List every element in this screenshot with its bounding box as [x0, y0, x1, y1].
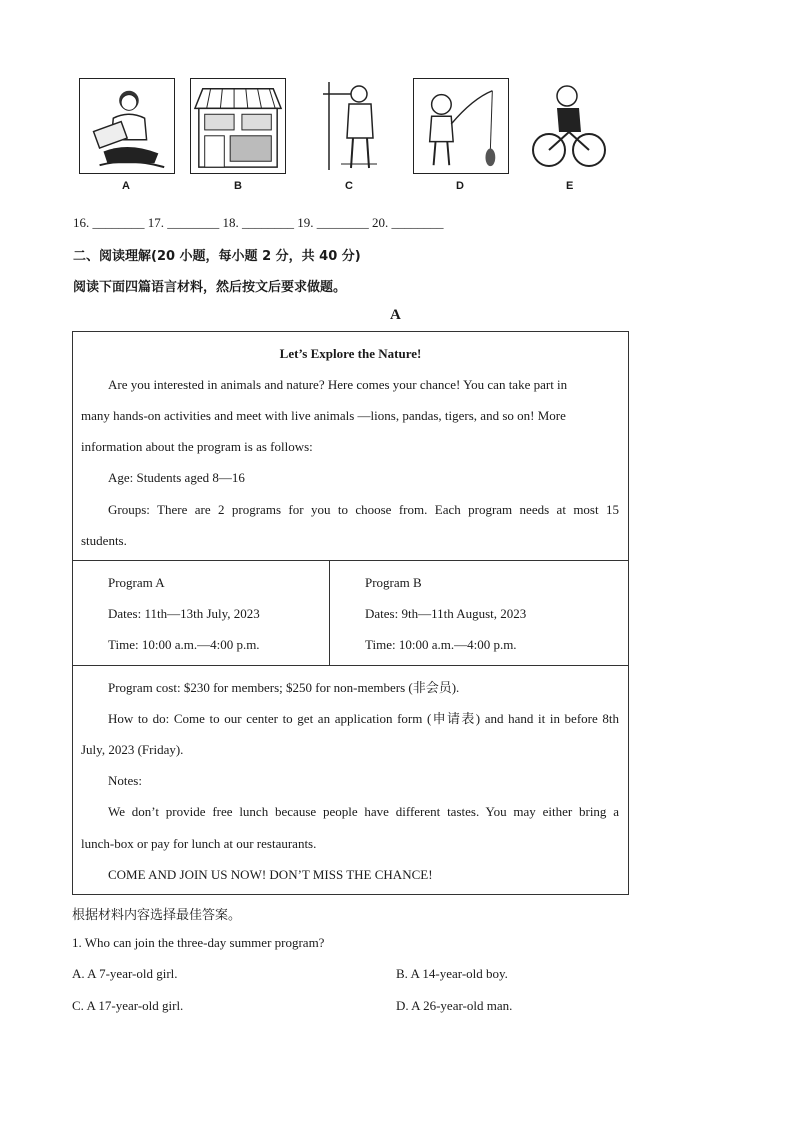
picture-c-label: C [345, 180, 353, 192]
question-instruction: 根据材料内容选择最佳答案。 [72, 908, 242, 923]
notice-intro-1: Are you interested in animals and nature? Here comes your chance! You can take part in [108, 377, 568, 392]
notice-age: Age: Students aged 8—16 [108, 470, 245, 485]
picture-c [301, 78, 397, 174]
answer-blanks: 16. ________ 17. ________ 18. ________ 19. ________ 20. ________ [73, 215, 444, 230]
divider-column [329, 560, 330, 665]
option-d[interactable]: D. A 26-year-old man. [396, 998, 513, 1013]
notice-intro-3: information about the program is as follows: [81, 439, 313, 454]
divider-top [72, 560, 629, 561]
passage-label: A [390, 307, 401, 323]
picture-e-label: E [566, 180, 574, 192]
option-c[interactable]: C. A 17-year-old girl. [72, 998, 184, 1013]
boy-fishing-icon [414, 79, 508, 173]
notice-groups-2: students. [81, 533, 127, 548]
option-b[interactable]: B. A 14-year-old boy. [396, 966, 508, 981]
picture-d-label: D [456, 180, 464, 192]
picture-b [190, 78, 286, 174]
notice-notes-2: lunch-box or pay for lunch at our restaurants. [81, 836, 317, 851]
notice-notes-label: Notes: [108, 773, 142, 788]
picture-a-label: A [122, 180, 130, 192]
picture-b-label: B [234, 180, 242, 192]
divider-bottom [72, 665, 629, 666]
program-b-name: Program B [365, 575, 422, 590]
notice-cost: Program cost: $230 for members; $250 for non-members (非会员). [108, 680, 460, 695]
section-heading: 二、阅读理解(20 小题，每小题 2 分，共 40 分) [73, 249, 361, 264]
picture-e [523, 78, 619, 174]
option-a[interactable]: A. A 7-year-old girl. [72, 966, 178, 981]
question-stem: 1. Who can join the three-day summer program? [72, 935, 325, 950]
program-a-time: Time: 10:00 a.m.—4:00 p.m. [108, 637, 260, 652]
notice-notes-1: We don’t provide free lunch because people have different tastes. You may either bring a [108, 804, 619, 819]
program-a-name: Program A [108, 575, 165, 590]
picture-d [413, 78, 509, 174]
program-a-dates: Dates: 11th—13th July, 2023 [108, 606, 260, 621]
shop-building-icon [191, 79, 285, 173]
notice-closing: COME AND JOIN US NOW! DON’T MISS THE CHANCE! [108, 867, 433, 882]
program-b-dates: Dates: 9th—11th August, 2023 [365, 606, 527, 621]
man-measuring-height-icon [301, 78, 397, 174]
program-b-time: Time: 10:00 a.m.—4:00 p.m. [365, 637, 517, 652]
notice-intro-2: many hands-on activities and meet with live animals —lions, pandas, tigers, and so on! More [81, 408, 566, 423]
boy-cycling-icon [523, 78, 619, 174]
notice-groups-1: Groups: There are 2 programs for you to choose from. Each program needs at most 15 [108, 502, 619, 517]
notice-how-2: July, 2023 (Friday). [81, 742, 184, 757]
notice-how-1: How to do: Come to our center to get an application form (申请表) and hand it in before 8th [108, 711, 619, 726]
picture-a [79, 78, 175, 174]
reading-instruction: 阅读下面四篇语言材料，然后按文后要求做题。 [73, 280, 347, 295]
boy-laptop-icon [80, 79, 174, 173]
notice-title: Let’s Explore the Nature! [279, 346, 422, 361]
